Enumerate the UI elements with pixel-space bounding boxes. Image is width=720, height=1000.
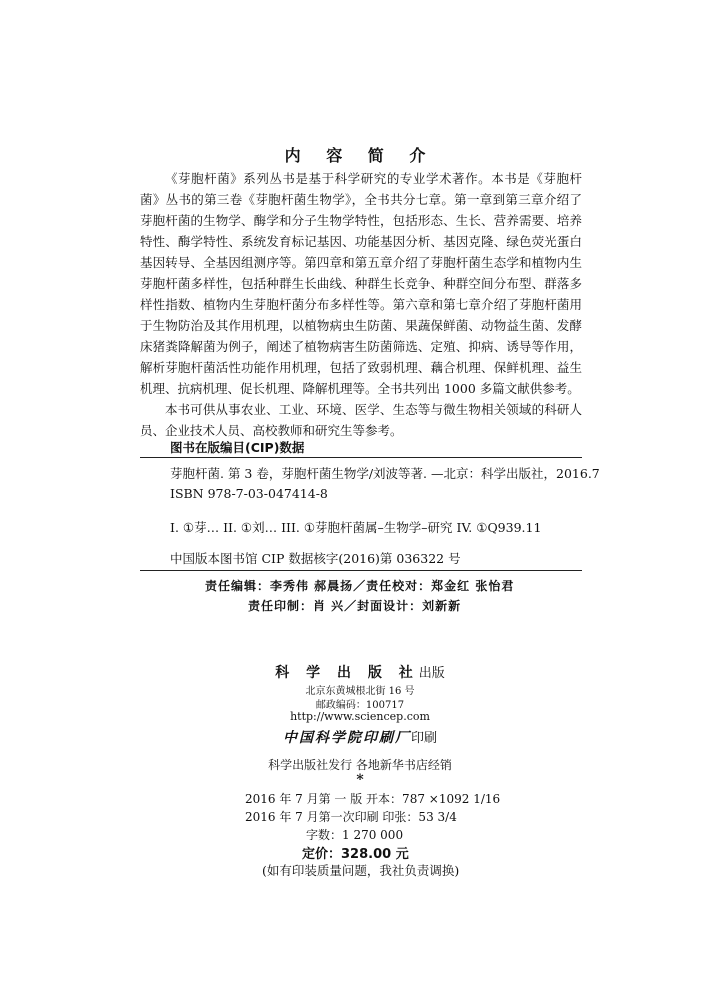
cip-line-1: 芽胞杆菌. 第 3 卷，芽胞杆菌生物学/刘波等著. —北京：科学出版社，2016.7 [170, 466, 600, 481]
printer-line [0, 727, 720, 747]
publisher-suffix: 出版 [418, 666, 445, 681]
printer-suffix: 印刷 [410, 731, 437, 746]
credits-line-2: 责任印制：肖 兴／封面设计：刘新新 [248, 599, 462, 613]
price: 定价：328.00 元 [302, 847, 409, 862]
printer-name: 中国科学院印刷厂 [282, 730, 411, 746]
word-count: 字数：1 270 000 [306, 828, 404, 842]
cip-heading: 图书在版编目(CIP)数据 [170, 440, 305, 455]
summary-section [140, 168, 582, 441]
edition-line-2: 2016 年 7 月第一次印刷 印张：53 3/4 [245, 810, 457, 824]
cip-line-4: 中国版本图书馆 CIP 数据核字(2016)第 036322 号 [170, 551, 461, 566]
publisher-postcode: 邮政编码：100717 [315, 700, 405, 711]
cip-line-3: I. ①芽… II. ①刘… III. ①芽胞杆菌属–生物学–研究 IV. ①Q939.11 [170, 520, 542, 535]
distribution-line: 科学出版社发行 各地新华书店经销 [268, 758, 452, 772]
divider-top [140, 457, 582, 458]
quality-notice: (如有印装质量问题，我社负责调换) [262, 863, 460, 878]
publisher-address: 北京东黄城根北街 16 号 [305, 686, 415, 697]
publisher-name: 科 学 出 版 社 [275, 665, 419, 681]
publisher-line [0, 662, 720, 682]
separator-asterisk: * [356, 772, 364, 788]
divider-bottom [140, 570, 582, 571]
page-title: 内 容 简 介 [284, 146, 436, 165]
cip-line-2: ISBN 978-7-03-047414-8 [170, 486, 328, 501]
summary-paragraph-1: 《芽胞杆菌》系列丛书是基于科学研究的专业学术著作。本书是《芽胞杆菌》丛书的第三卷《芽胞杆菌生物学》，全书共分七章。第一章到第三章介绍了芽胞杆菌的生物学、酶学和分子生物学特性，包括形态、生长、营养需要、培养特性、酶学特性、系统发育标记基因、功能基因分析、基因克隆、绿色荧光蛋白基因转导、全基因组测序等。第四章和第五章介绍了芽胞杆菌生态学和植物内生芽胞杆菌多样性，包括种群生长曲线、种群生长竞争、种群空间分布型、群落多样性指数、植物内生芽胞杆菌分布多样性等。第六章和第七章介绍了芽胞杆菌用于生物防治及其作用机理，以植物病虫生防菌、果蔬保鲜菌、动物益生菌、发酵床猪粪降解菌为例子，阐述了植物病害生防菌筛选、定殖、抑病、诱导等作用，解析芽胞杆菌活性功能作用机理，包括了致弱机理、藕合机理、保鲜机理、益生机理、抗病机理、促长机理、降解机理等。全书共列出 1000 多篇文献供参考。 [140, 171, 582, 396]
credits-line-1: 责任编辑：李秀伟 郝晨扬／责任校对：郑金红 张怡君 [205, 579, 515, 593]
summary-paragraph-2: 本书可供从事农业、工业、环境、医学、生态等与微生物相关领域的科研人员、企业技术人员、高校教师和研究生等参考。 [140, 402, 582, 438]
publisher-website: http://www.sciencep.com [290, 710, 430, 723]
edition-line-1: 2016 年 7 月第 一 版 开本：787 ×1092 1/16 [245, 792, 501, 806]
